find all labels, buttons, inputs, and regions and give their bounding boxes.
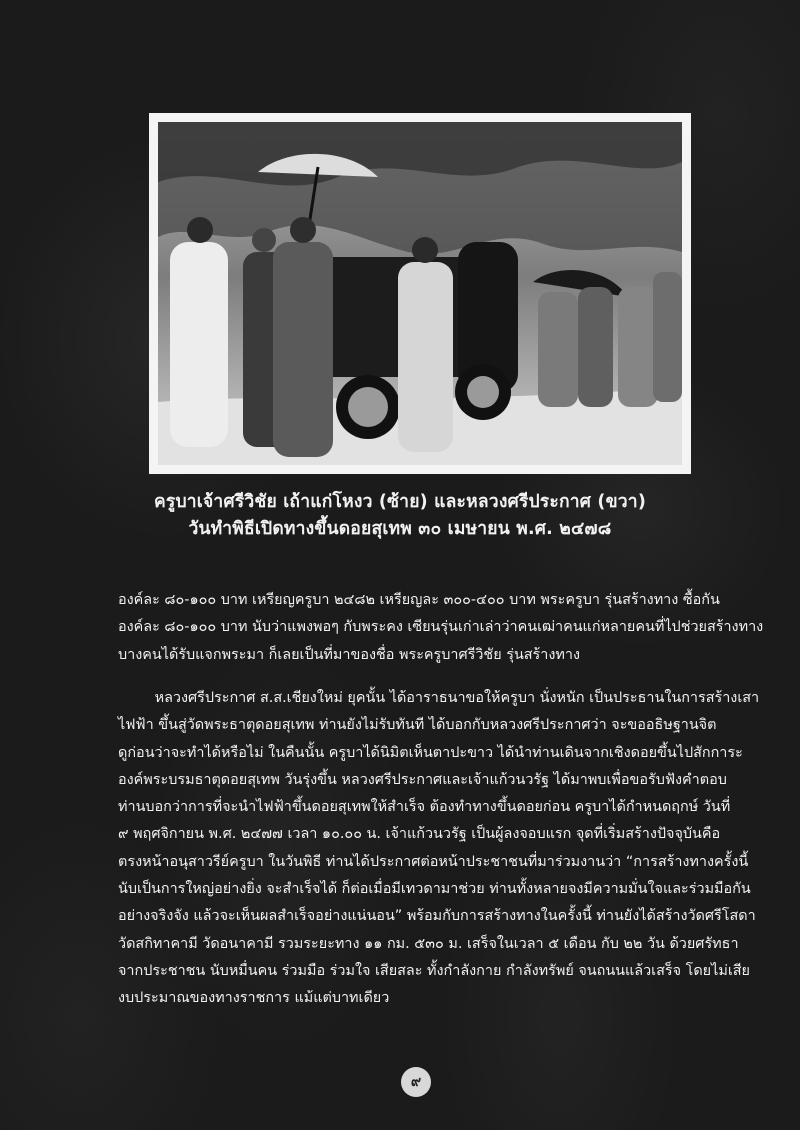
paragraph-2 [118, 685, 760, 1013]
text-line: บางคนได้รับแจกพระมา ก็เลยเป็นที่มาของชื่อ พระครูบาศรีวิชัย รุ่นสร้างทาง [118, 646, 580, 663]
text-line: องค์ละ ๘๐-๑๐๐ บาท เหรียญครูบา ๒๔๘๒ เหรียญละ ๓๐๐-๔๐๐ บาท พระครูบา รุ่นสร้างทาง ซื้อกัน [118, 592, 720, 608]
text-line: จากประชาชน นับหมื่นคน ร่วมมือ ร่วมใจ เสียสละ ทั้งกำลังกาย กำลังทรัพย์ จนถนนแล้วเสร็จ โดยไม่เสีย [118, 962, 750, 979]
text-line: หลวงศรีประกาศ ส.ส.เชียงใหม่ ยุคนั้น ได้อาราธนาขอให้ครูบา นั่งหนัก เป็นประธานในการสร้างเสา [118, 690, 760, 706]
photo-road-opening-ceremony [158, 122, 682, 465]
text-line: อย่างจริงจัง แล้วจะเห็นผลสำเร็จอย่างแน่นอน” พร้อมกับการสร้างทางในครั้งนี้ ท่านยังได้สร้างวัดศรีโสดา [118, 908, 756, 925]
text-line: งบประมาณของทางราชการ แม้แต่บาทเดียว [118, 990, 390, 1007]
text-line: นับเป็นการใหญ่อย่างยิ่ง จะสำเร็จได้ ก็ต่อเมื่อมีเทวดามาช่วย ท่านทั้งหลายจงมีความมั่นใจและร่วมมือกัน [118, 881, 751, 898]
text-line: ท่านบอกว่าการที่จะนำไฟฟ้าขึ้นดอยสุเทพให้สำเร็จ ต้องทำทางขึ้นดอยก่อน ครูบาได้กำหนดฤกษ์ วันที่ [118, 799, 731, 816]
text-line: วัดสกิทาคามี วัดอนาคามี รวมระยะทาง ๑๑ กม. ๕๓๐ ม. เสร็จในเวลา ๕ เดือน กับ ๒๒ วัน ด้วยศรัทธา [118, 935, 739, 952]
photo-caption-line-1: ครูบาเจ้าศรีวิชัย เถ้าแก่โหงว (ซ้าย) และหลวงศรีประกาศ (ขวา) [153, 492, 647, 512]
text-line: ไฟฟ้า ขึ้นสู่วัดพระธาตุดอยสุเทพ ท่านยังไม่รับทันที ได้บอกกับหลวงศรีประกาศว่า จะขออธิษฐานจิต [118, 717, 717, 734]
text-line: ตรงหน้าอนุสาวรีย์ครูบา ในวันพิธี ท่านได้ประกาศต่อหน้าประชาชนที่มาร่วมงานว่า “การสร้างทางครั้งนี้ [118, 853, 749, 870]
text-line: ดูก่อนว่าจะทำได้หรือไม่ ในคืนนั้น ครูบาได้นิมิตเห็นตาปะขาว ได้นำท่านเดินจากเชิงดอยขึ้นไปสักการะ [118, 744, 743, 761]
page-number: ๙ [401, 1067, 431, 1097]
text-line: องค์ละ ๘๐-๑๐๐ บาท นับว่าแพงพอๆ กับพระคง เซียนรุ่นเก่าเล่าว่าคนเฒ่าคนแก่หลายคนที่ไปช่วยสร้างทาง [118, 619, 764, 636]
text-line: ๙ พฤศจิกายน พ.ศ. ๒๔๗๗ เวลา ๑๐.๐๐ น. เจ้าแก้วนวรัฐ เป็นผู้ลงจอบแรก จุดที่เริ่มสร้างปัจจุบันคือ [118, 826, 721, 843]
photo-caption-line-2: วันทำพิธีเปิดทางขึ้นดอยสุเทพ ๓๐ เมษายน พ.ศ. ๒๔๗๘ [188, 519, 612, 539]
historical-photo [149, 113, 691, 474]
paragraph-1 [118, 587, 764, 669]
text-line: องค์พระบรมธาตุดอยสุเทพ วันรุ่งขึ้น หลวงศรีประกาศและเจ้าแก้วนวรัฐ ได้มาพบเพื่อขอรับฟังคำตอบ [118, 771, 727, 788]
